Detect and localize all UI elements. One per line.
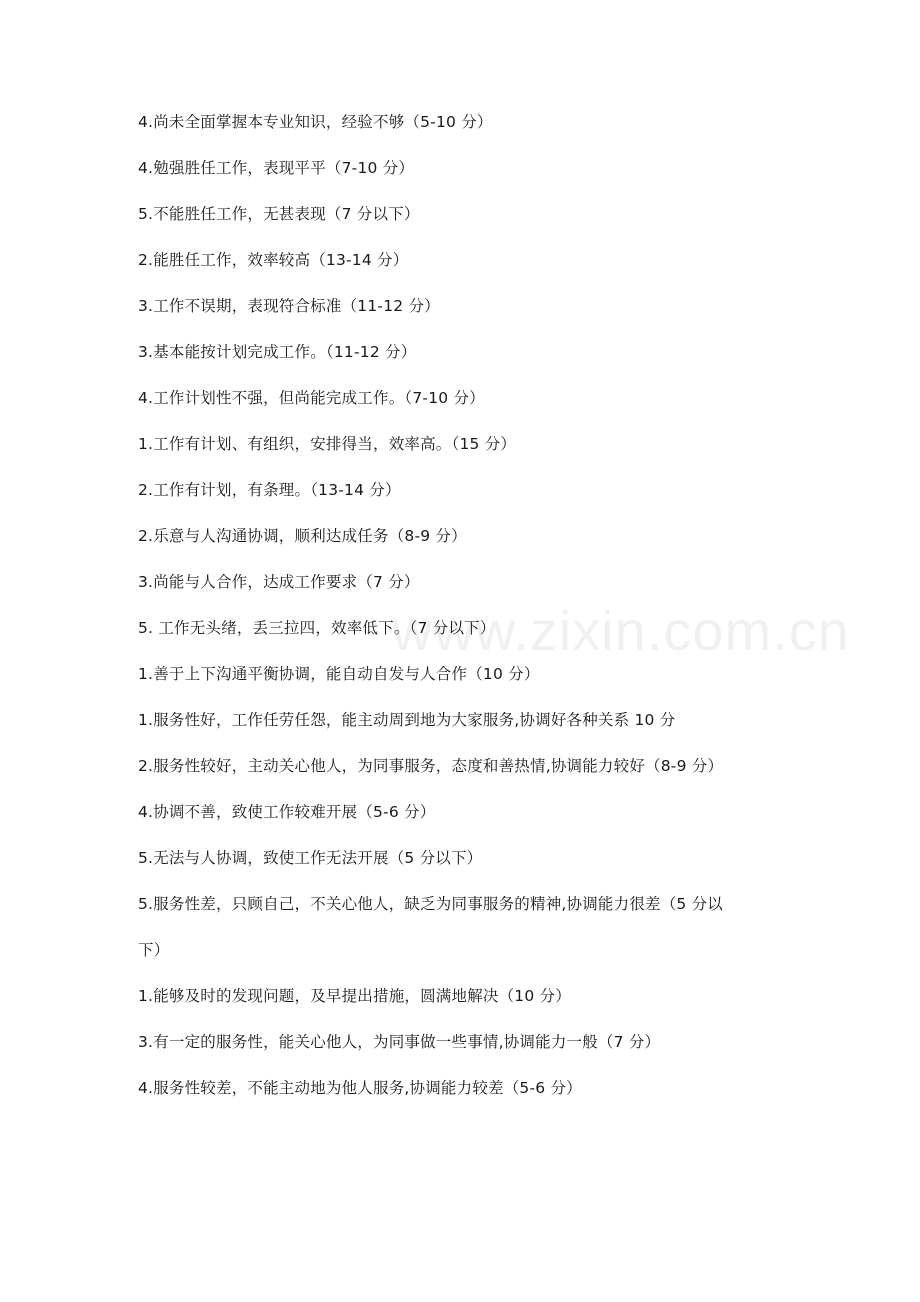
watermark: www.zixin.com.cn (392, 599, 850, 662)
text-line: 4.勉强胜任工作，表现平平（7-10 分） (138, 159, 415, 177)
text-line: 2.乐意与人沟通协调，顺利达成任务（8-9 分） (138, 527, 467, 545)
text-line: 3.尚能与人合作，达成工作要求（7 分） (138, 573, 420, 591)
text-line: 4.协调不善，致使工作较难开展（5-6 分） (138, 803, 436, 821)
document-body (138, 111, 788, 1123)
text-line: 1.工作有计划、有组织，安排得当，效率高。（15 分） (138, 435, 517, 453)
text-line: 5. 工作无头绪，丢三拉四，效率低下。（7 分以下） (138, 619, 496, 637)
text-line: 1.善于上下沟通平衡协调，能自动自发与人合作（10 分） (138, 665, 540, 683)
text-line: 5.服务性差，只顾自己，不关心他人，缺乏为同事服务的精神,协调能力很差（5 分以 (138, 895, 724, 913)
text-line: 3.有一定的服务性，能关心他人，为同事做一些事情,协调能力一般（7 分） (138, 1033, 661, 1051)
text-line: 2.能胜任工作，效率较高（13-14 分） (138, 251, 409, 269)
text-line: 4.尚未全面掌握本专业知识，经验不够（5-10 分） (138, 113, 493, 131)
text-line: 1.能够及时的发现问题，及早提出措施，圆满地解决（10 分） (138, 987, 571, 1005)
text-line: 2.工作有计划，有条理。（13-14 分） (138, 481, 401, 499)
text-line: 4.服务性较差，不能主动地为他人服务,协调能力较差（5-6 分） (138, 1079, 582, 1097)
text-line: 下） (138, 941, 170, 959)
text-line: 2.服务性较好，主动关心他人，为同事服务，态度和善热情,协调能力较好（8-9 分） (138, 757, 724, 775)
text-line: 4.工作计划性不强，但尚能完成工作。（7-10 分） (138, 389, 485, 407)
text-line: 1.服务性好，工作任劳任怨，能主动周到地为大家服务,协调好各种关系 10 分 (138, 711, 676, 729)
text-line: 3.工作不误期，表现符合标准（11-12 分） (138, 297, 440, 315)
text-line: 3.基本能按计划完成工作。（11-12 分） (138, 343, 417, 361)
text-line: 5.无法与人协调，致使工作无法开展（5 分以下） (138, 849, 483, 867)
text-line: 5.不能胜任工作，无甚表现（7 分以下） (138, 205, 420, 223)
